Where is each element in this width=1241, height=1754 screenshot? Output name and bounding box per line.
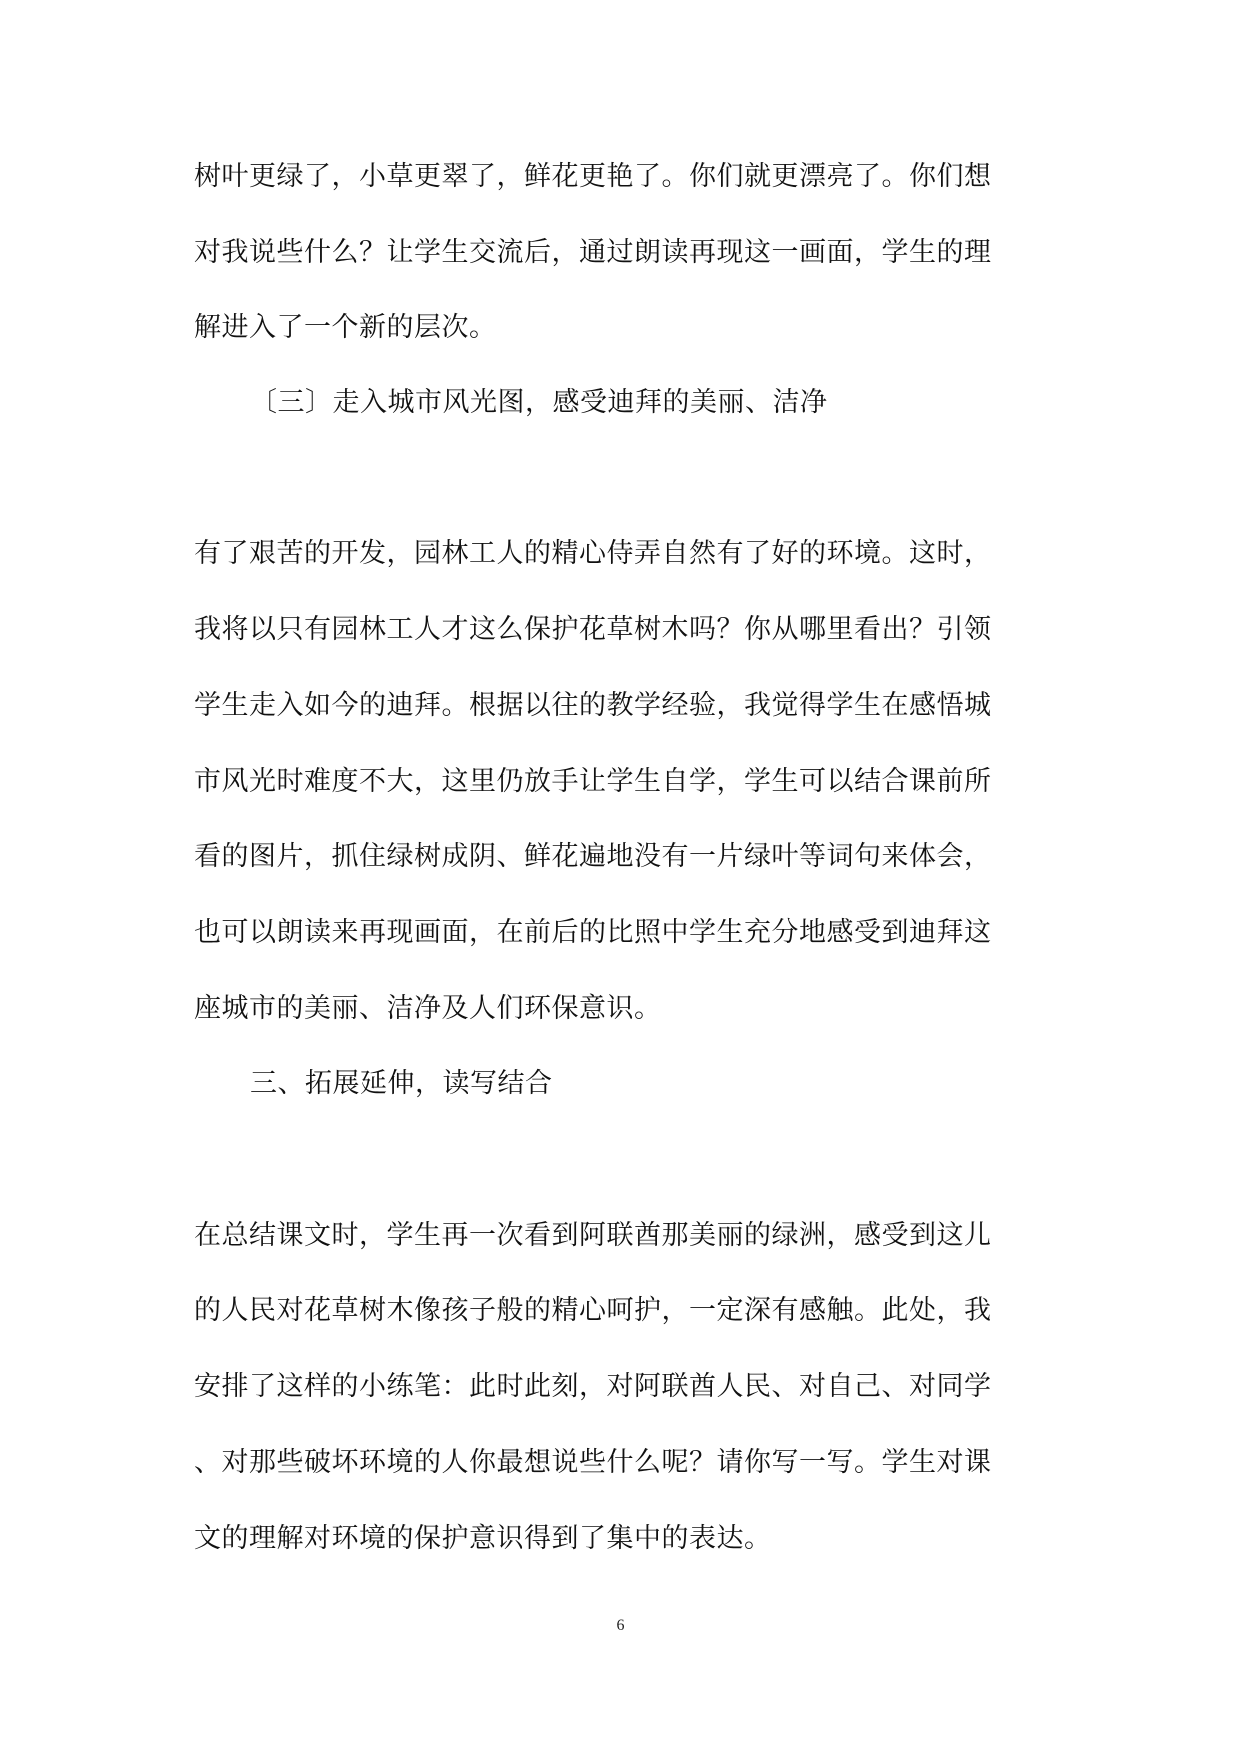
page-number: 6 [616,1617,625,1634]
text-line: 也可以朗读来再现画面，在前后的比照中学生充分地感受到迪拜这 [194,917,992,948]
text-line: 看的图片，抓住绿树成阴、鲜花遍地没有一片绿叶等词句来体会， [194,841,992,872]
text-line: 对我说些什么？让学生交流后，通过朗读再现这一画面，学生的理 [194,237,992,268]
text-line: 座城市的美丽、洁净及人们环保意识。 [194,993,662,1024]
section-heading: 三、拓展延伸，读写结合 [250,1068,553,1099]
text-line: 安排了这样的小练笔：此时此刻，对阿联酋人民、对自己、对同学 [194,1371,992,1402]
text-line: 市风光时难度不大，这里仍放手让学生自学，学生可以结合课前所 [194,766,992,797]
text-line: 在总结课文时，学生再一次看到阿联酋那美丽的绿洲，感受到这儿 [194,1220,992,1251]
text-line: 的人民对花草树木像孩子般的精心呵护，一定深有感触。此处，我 [194,1295,992,1326]
text-line: 树叶更绿了，小草更翠了，鲜花更艳了。你们就更漂亮了。你们想 [194,161,992,192]
text-line: 有了艰苦的开发，园林工人的精心侍弄自然有了好的环境。这时， [194,538,992,569]
text-line: 解进入了一个新的层次。 [194,312,497,343]
text-line: 学生走入如今的迪拜。根据以往的教学经验，我觉得学生在感悟城 [194,690,992,721]
text-line: 、对那些破坏环境的人你最想说些什么呢？请你写一写。学生对课 [194,1447,992,1478]
text-line: 我将以只有园林工人才这么保护花草树木吗？你从哪里看出？引领 [194,614,992,645]
text-line: 文的理解对环境的保护意识得到了集中的表达。 [194,1523,772,1554]
section-heading: 〔三〕走入城市风光图，感受迪拜的美丽、洁净 [250,387,828,418]
